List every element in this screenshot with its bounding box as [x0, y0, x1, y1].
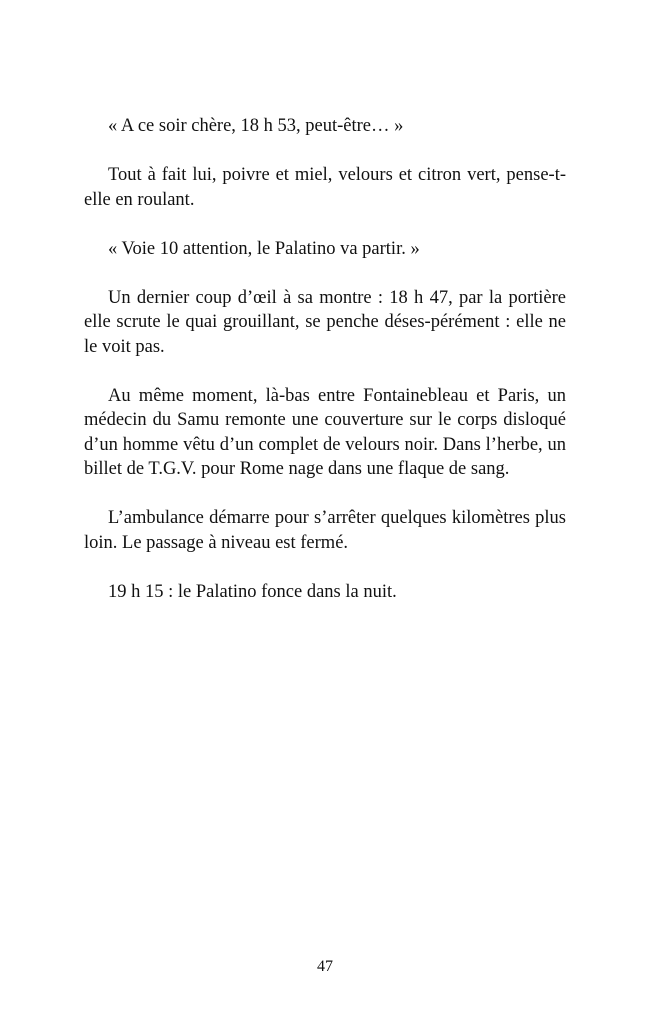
paragraph-2: Tout à fait lui, poivre et miel, velours et citron vert, pense-t-elle en roulant. — [84, 165, 566, 210]
paragraph-4: Un dernier coup d’œil à sa montre : 18 h 47, par la portière elle scrute le quai grouillant, se penche déses-pérément : elle ne le voit pas. — [84, 287, 566, 357]
body-text — [84, 114, 566, 629]
paragraph-1: « A ce soir chère, 18 h 53, peut-être… » — [108, 116, 404, 136]
page-number: 47 — [317, 958, 333, 975]
paragraph-3: « Voie 10 attention, le Palatino va partir. » — [108, 238, 420, 259]
paragraph-6: L’ambulance démarre pour s’arrêter quelques kilomètres plus loin. Le passage à niveau est fermé. — [84, 508, 566, 553]
paragraph-7: 19 h 15 : le Palatino fonce dans la nuit. — [108, 581, 397, 602]
paragraph-5: Au même moment, là-bas entre Fontainebleau et Paris, un médecin du Samu remonte une couverture sur le corps disloqué d’un homme vêtu d’un complet de velours noir. Dans l’herbe, un billet de T.G.V. pour Rome nage dans une flaque de sang. — [84, 385, 566, 479]
